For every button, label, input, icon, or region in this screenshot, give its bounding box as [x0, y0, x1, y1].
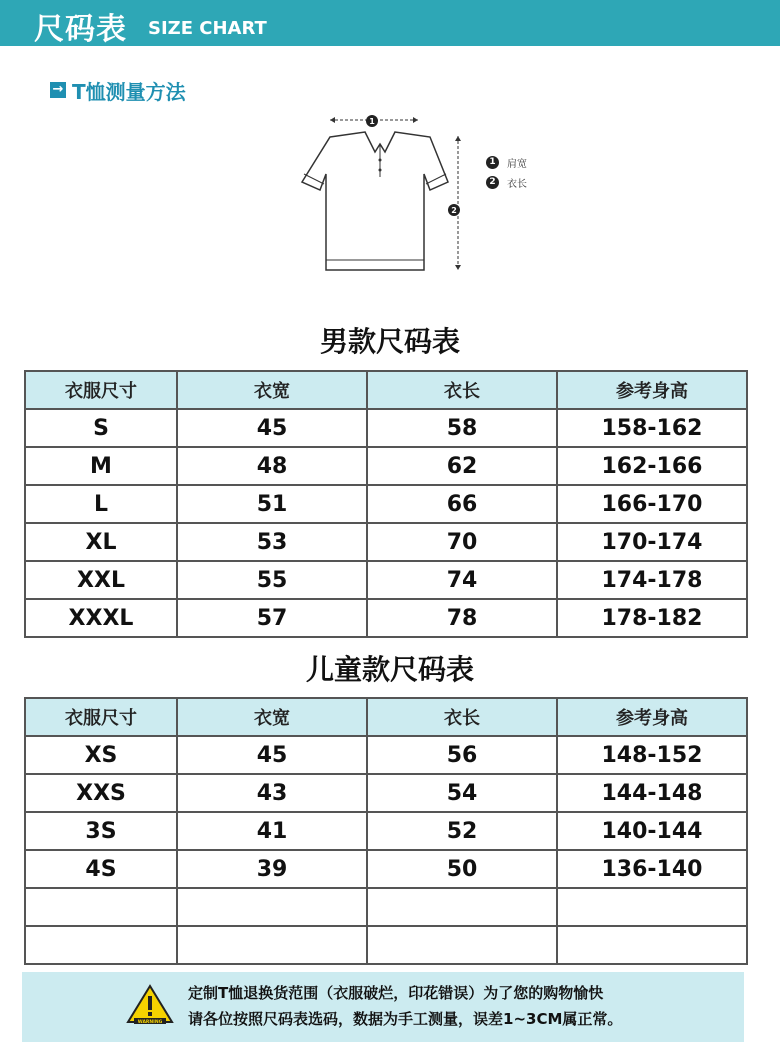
warning-icon-label: WARNING	[137, 1020, 163, 1025]
kids-table-title: 儿童款尺码表	[305, 653, 474, 686]
table-cell: XL	[25, 523, 177, 561]
table-row	[25, 447, 747, 485]
column-header: 衣宽	[177, 698, 367, 736]
table-cell	[367, 926, 557, 964]
measure-method-label: T恤测量方法	[72, 79, 186, 104]
table-cell: 66	[367, 485, 557, 523]
measure-method-heading	[50, 78, 186, 102]
table-row-empty	[25, 926, 747, 964]
table-cell: 50	[367, 850, 557, 888]
table-cell: 57	[177, 599, 367, 637]
notice-line: 定制T恤退换货范围（衣服破烂，印花错误）为了您的购物愉快	[188, 984, 604, 1002]
table-cell: 162-166	[557, 447, 747, 485]
column-header: 衣长	[367, 698, 557, 736]
table-cell	[177, 926, 367, 964]
table-cell: 45	[177, 409, 367, 447]
table-cell: 62	[367, 447, 557, 485]
table-cell: 144-148	[557, 774, 747, 812]
legend-label: 衣长	[507, 178, 527, 190]
table-cell	[557, 926, 747, 964]
column-header: 衣宽	[177, 371, 367, 409]
table-cell: 56	[367, 736, 557, 774]
legend-number-badge: 2	[486, 176, 499, 189]
table-cell: XXL	[25, 561, 177, 599]
table-cell: 52	[367, 812, 557, 850]
legend-item	[486, 172, 527, 192]
table-cell	[177, 888, 367, 926]
column-header: 参考身高	[557, 698, 747, 736]
table-row	[25, 485, 747, 523]
table-cell: 136-140	[557, 850, 747, 888]
table-cell: 53	[177, 523, 367, 561]
table-cell: 174-178	[557, 561, 747, 599]
table-cell: 43	[177, 774, 367, 812]
table-row	[25, 850, 747, 888]
table-cell: 51	[177, 485, 367, 523]
table-cell: 78	[367, 599, 557, 637]
table-cell: 140-144	[557, 812, 747, 850]
table-cell: XXXL	[25, 599, 177, 637]
table-cell	[557, 888, 747, 926]
table-row	[25, 736, 747, 774]
size-chart-title-cn: 尺码表	[34, 12, 127, 47]
table-cell: 4S	[25, 850, 177, 888]
column-header: 衣服尺寸	[25, 698, 177, 736]
table-row	[25, 561, 747, 599]
svg-text:2: 2	[451, 206, 457, 215]
kids-size-table	[24, 697, 748, 965]
svg-text:1: 1	[369, 117, 375, 126]
table-cell: 39	[177, 850, 367, 888]
table-cell: S	[25, 409, 177, 447]
column-header: 衣长	[367, 371, 557, 409]
men-table-title: 男款尺码表	[319, 325, 460, 358]
notice-text	[188, 980, 622, 1032]
table-cell: 45	[177, 736, 367, 774]
column-header: 参考身高	[557, 371, 747, 409]
size-chart-title-en: SIZE CHART	[148, 18, 267, 39]
table-cell: M	[25, 447, 177, 485]
table-cell: 41	[177, 812, 367, 850]
table-cell: 70	[367, 523, 557, 561]
table-row	[25, 774, 747, 812]
legend-label: 肩宽	[507, 158, 527, 170]
table-cell: 58	[367, 409, 557, 447]
legend-number-badge: 1	[486, 156, 499, 169]
table-cell	[367, 888, 557, 926]
legend-item	[486, 152, 527, 172]
table-header-row	[25, 371, 747, 409]
notice-banner	[22, 972, 744, 1042]
table-cell: 148-152	[557, 736, 747, 774]
table-cell: XXS	[25, 774, 177, 812]
table-row	[25, 599, 747, 637]
table-cell	[25, 888, 177, 926]
table-cell: 3S	[25, 812, 177, 850]
table-row-empty	[25, 888, 747, 926]
table-cell: XS	[25, 736, 177, 774]
tshirt-diagram	[290, 112, 480, 282]
table-row	[25, 812, 747, 850]
warning-icon	[126, 984, 174, 1026]
table-cell: 74	[367, 561, 557, 599]
page-header	[0, 0, 780, 46]
table-cell: 48	[177, 447, 367, 485]
table-row	[25, 523, 747, 561]
table-cell: 178-182	[557, 599, 747, 637]
table-cell: 170-174	[557, 523, 747, 561]
men-size-table	[24, 370, 748, 638]
table-cell	[25, 926, 177, 964]
table-header-row	[25, 698, 747, 736]
table-cell: 166-170	[557, 485, 747, 523]
arrow-right-icon: →	[50, 82, 66, 98]
notice-line: 请各位按照尺码表选码，数据为手工测量，误差1~3CM属正常。	[188, 1010, 623, 1028]
table-cell: L	[25, 485, 177, 523]
column-header: 衣服尺寸	[25, 371, 177, 409]
table-cell: 158-162	[557, 409, 747, 447]
table-row	[25, 409, 747, 447]
table-cell: 54	[367, 774, 557, 812]
table-cell: 55	[177, 561, 367, 599]
diagram-legend	[486, 152, 527, 192]
